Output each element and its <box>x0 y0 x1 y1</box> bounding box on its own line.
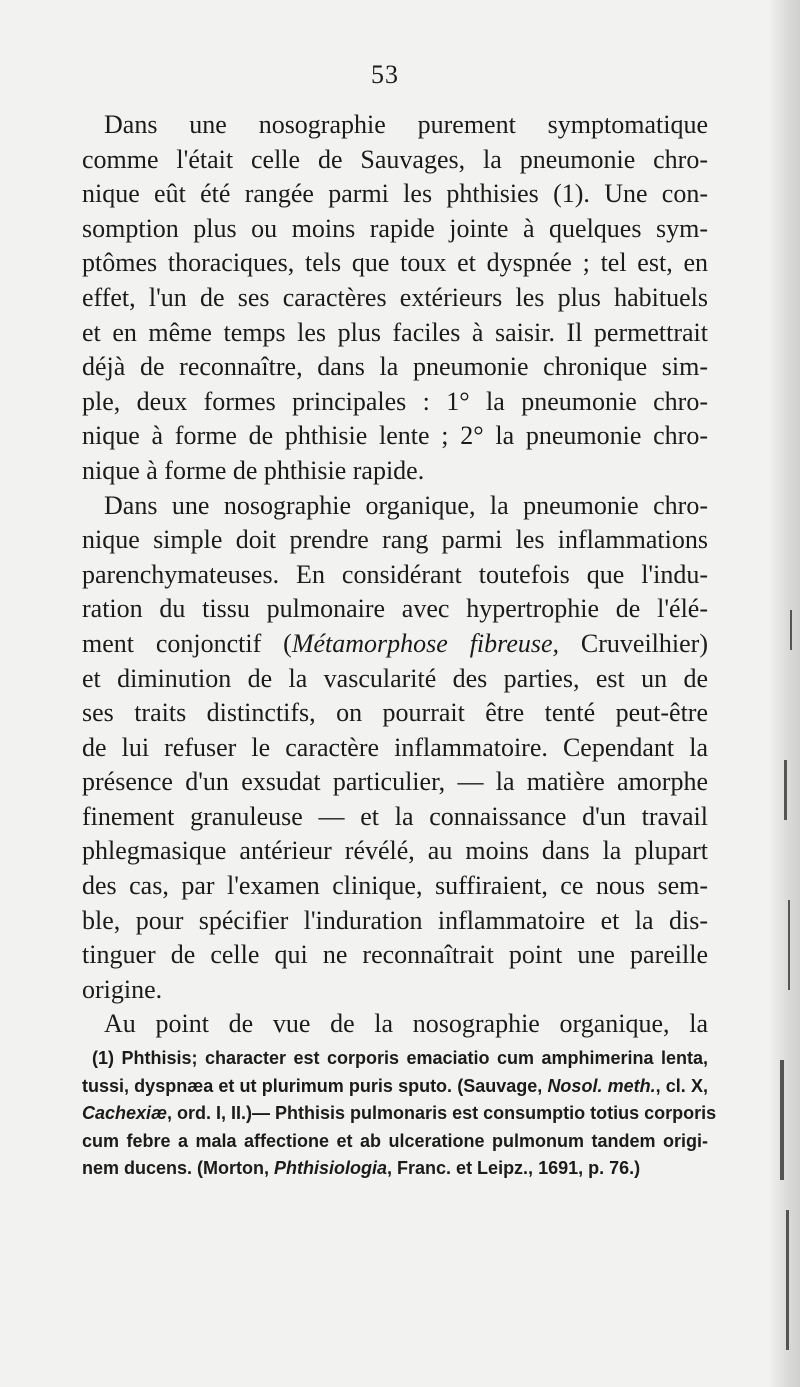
body-line: origine. <box>82 974 163 1004</box>
footnote-italic: Cachexiæ <box>82 1103 168 1123</box>
body-line: phlegmasique antérieur révélé, au moins dans la plupart <box>82 836 708 866</box>
body-line: ration du tissu pulmonaire avec hypertrophie de l'élé- <box>82 594 708 624</box>
body-line: ple, deux formes principales : 1° la pneumonie chro- <box>82 386 708 416</box>
footnote-line: (1) Phthisis; character est corporis emaciatio cum amphimerina lenta, <box>92 1048 708 1068</box>
body-line: effet, l'un de ses caractères extérieurs les plus habituels <box>82 282 708 312</box>
footnote-text: , ord. I, II.)— Phthisis pulmonaris est consumptio totius corporis <box>167 1103 717 1123</box>
footnote-line: cum febre a mala affectione et ab ulceratione pulmonum tandem origi- <box>82 1130 708 1151</box>
body-line-text: Cruveilhier) <box>559 628 708 658</box>
body-text <box>82 108 708 1042</box>
body-line: ses traits distinctifs, on pourrait être tenté peut-être <box>82 698 708 728</box>
footnote-line <box>82 1100 717 1128</box>
body-line: des cas, par l'examen clinique, suffiraient, ce nous sem- <box>82 871 708 901</box>
body-line: ble, pour spécifier l'induration inflammatoire et la dis- <box>82 905 708 935</box>
footnote-text: nem ducens. (Morton, <box>82 1158 275 1178</box>
footnote-text: tussi, dyspnæa et ut plurimum puris sputo. (Sauvage, <box>82 1075 548 1096</box>
body-line: présence d'un exsudat particulier, — la matière amorphe <box>82 767 708 797</box>
body-line: Au point de vue de la nosographie organique, la <box>104 1009 708 1039</box>
italic-term: Métamorphose fibreuse, <box>291 628 560 658</box>
body-line: Dans une nosographie purement symptomatique <box>104 110 708 139</box>
body-line: ptômes thoraciques, tels que toux et dyspnée ; tel est, en <box>82 248 708 278</box>
footnote-text: , Franc. et Leipz., 1691, p. 76.) <box>387 1158 641 1178</box>
body-line: nique à forme de phthisie rapide. <box>82 455 425 485</box>
footnote <box>82 1045 717 1183</box>
body-line-with-italic <box>82 627 708 662</box>
footnote-line <box>82 1155 708 1183</box>
footnote-italic: Nosol. meth. <box>547 1075 656 1096</box>
edge-mark <box>786 1210 789 1350</box>
body-line: finement granuleuse — et la connaissance d'un travail <box>82 801 708 831</box>
body-line: nique simple doit prendre rang parmi les inflammations <box>82 525 708 555</box>
footnote-italic: Phthisiologia <box>274 1158 388 1178</box>
page-number: 53 <box>371 60 399 89</box>
body-line: somption plus ou moins rapide jointe à quelques sym- <box>82 213 708 243</box>
edge-mark <box>788 900 790 990</box>
body-line: nique eût été rangée parmi les phthisies (1). Une con- <box>82 179 708 209</box>
body-line-text: ment conjonctif ( <box>82 628 292 658</box>
body-line: de lui refuser le caractère inflammatoire. Cependant la <box>82 732 708 762</box>
footnote-line <box>82 1073 708 1101</box>
edge-mark <box>790 610 792 650</box>
page-edge <box>770 0 800 1387</box>
body-line: parenchymateuses. En considérant toutefois que l'indu- <box>82 559 708 589</box>
edge-mark <box>780 1060 784 1180</box>
body-line: nique à forme de phthisie lente ; 2° la pneumonie chro- <box>82 421 708 451</box>
body-line: et diminution de la vascularité des parties, est un de <box>82 663 708 693</box>
body-line: déjà de reconnaître, dans la pneumonie chronique sim- <box>82 352 708 382</box>
body-line: tinguer de celle qui ne reconnaîtrait point une pareille <box>82 940 708 970</box>
footnote-text: , cl. X, <box>655 1075 708 1096</box>
body-line: Dans une nosographie organique, la pneumonie chro- <box>104 490 708 520</box>
body-line: comme l'était celle de Sauvages, la pneumonie chro- <box>82 144 708 174</box>
body-line: et en même temps les plus faciles à saisir. Il permettrait <box>82 317 708 347</box>
edge-mark <box>784 760 787 820</box>
